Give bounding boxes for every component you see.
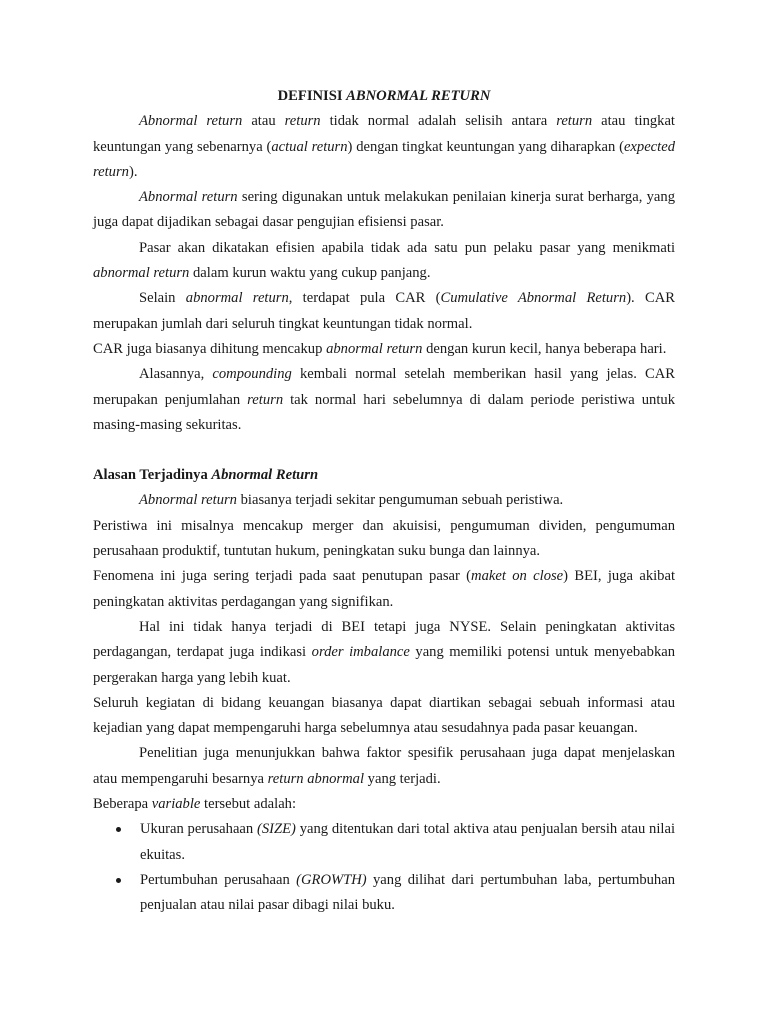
- italic-term: return: [247, 391, 284, 408]
- section-definition-tail: [93, 362, 675, 438]
- text-run: CAR juga biasanya dihitung mencakup: [93, 340, 327, 357]
- variable-list: [93, 817, 675, 918]
- text-run: sering digunakan untuk melakukan penilaian kinerja surat berharga, yang juga dapat dijadikan sebagai dasar pengujian efisiensi pasar.: [93, 189, 676, 231]
- text-run: Seluruh kegiatan di bidang keuangan biasanya dapat diartikan sebagai sebuah informasi atau kejadian yang dapat mempengaruhi harga sebelumnya atau sesudahnya pada pasar keuangan.: [93, 694, 675, 737]
- text-run: Fenomena ini juga sering terjadi pada saat penutupan pasar (: [93, 568, 472, 585]
- italic-term: order imbalance: [311, 644, 410, 661]
- text-run: Ukuran perusahaan: [140, 821, 257, 838]
- text-run: yang terjadi.: [364, 770, 441, 787]
- italic-term: (SIZE): [256, 821, 296, 838]
- text-run: Penelitian juga menunjukkan bahwa faktor spesifik perusahaan juga dapat menjelaskan atau mempengaruhi besarnya: [93, 745, 675, 787]
- italic-term: abnormal return: [185, 290, 289, 307]
- italic-term: Cumulative Abnormal Return: [440, 290, 627, 307]
- paragraph: [93, 514, 675, 565]
- italic-term: compounding: [212, 366, 292, 383]
- bullet-icon: [116, 827, 121, 832]
- bullet-icon: [116, 878, 121, 883]
- paragraph: [93, 488, 675, 513]
- text-run: Hal ini tidak hanya terjadi di BEI tetapi juga NYSE. Selain peningkatan aktivitas perdagangan, terdapat juga indikasi: [93, 618, 675, 661]
- text-run: dengan kurun kecil, hanya beberapa hari.: [422, 340, 667, 357]
- italic-term: Abnormal return: [139, 189, 238, 206]
- italic-term: variable: [151, 796, 201, 813]
- paragraph: [93, 792, 675, 817]
- text-run: , terdapat pula CAR (: [288, 290, 441, 307]
- paragraph: [93, 691, 675, 742]
- document-body: [93, 84, 675, 919]
- text-run: tersebut adalah:: [200, 796, 297, 813]
- italic-term: (GROWTH): [296, 871, 367, 888]
- text-run: ) BEI, juga akibat peningkatan aktivitas perdagangan yang signifikan.: [93, 568, 676, 610]
- text-run: Pertumbuhan perusahaan: [140, 871, 297, 888]
- text-run: yang ditentukan dari total aktiva atau penjualan bersih atau nilai ekuitas.: [140, 821, 675, 863]
- italic-term: abnormal return: [93, 265, 190, 282]
- text-run: Pasar akan dikatakan efisien apabila tidak ada satu pun pelaku pasar yang menikmati: [139, 239, 675, 256]
- paragraph: [93, 741, 675, 792]
- text-run: Beberapa: [93, 796, 152, 813]
- paragraph: [93, 185, 675, 236]
- paragraph: [93, 286, 675, 337]
- italic-term: actual return: [271, 138, 348, 155]
- text-run: Selain: [139, 290, 186, 307]
- text-run: tidak normal adalah selisih antara: [320, 113, 557, 130]
- text-run: atau tingkat keuntungan yang sebenarnya (: [93, 113, 675, 155]
- paragraph: [93, 109, 675, 185]
- text-run: yang dilihat dari pertumbuhan laba, pertumbuhan penjualan atau nilai pasar dibagi nilai buku.: [140, 871, 675, 914]
- italic-term: maket on close: [471, 568, 564, 585]
- text-run: Alasannya,: [139, 366, 213, 383]
- section-reasons: [93, 488, 675, 817]
- paragraph: [93, 615, 675, 691]
- italic-term: return abnormal: [267, 770, 365, 787]
- section-heading: [93, 463, 675, 488]
- paragraph: [93, 236, 675, 287]
- text-run: kembali normal setelah memberikan hasil yang jelas. CAR merupakan penjumlahan: [93, 366, 675, 408]
- paragraph: [93, 564, 675, 615]
- text-run: tak normal hari sebelumnya di dalam periode peristiwa untuk masing-masing sekuritas.: [93, 391, 675, 433]
- italic-term: expected return: [93, 138, 675, 180]
- text-run: ).: [128, 163, 138, 180]
- text-run: ). CAR merupakan jumlah dari seluruh tingkat keuntungan tidak normal.: [93, 290, 675, 332]
- section-definition-continued: [93, 337, 675, 362]
- section-definition: [93, 109, 675, 337]
- paragraph: [93, 362, 675, 438]
- text-run: atau: [242, 113, 285, 130]
- italic-term: Abnormal return: [139, 492, 237, 509]
- title-italic: ABNORMAL RETURN: [346, 88, 491, 104]
- heading-italic: Abnormal Return: [211, 467, 319, 484]
- italic-term: return: [556, 113, 593, 130]
- heading-plain: Alasan Terjadinya: [93, 467, 212, 484]
- italic-term: return: [284, 113, 321, 130]
- text-run: biasanya terjadi sekitar pengumuman sebuah peristiwa.: [236, 492, 564, 509]
- list-item: [93, 868, 675, 919]
- text-run: yang memiliki potensi untuk menyebabkan pergerakan harga yang lebih kuat.: [93, 644, 676, 686]
- title-plain: DEFINISI: [277, 88, 347, 104]
- paragraph: [93, 337, 675, 362]
- italic-term: abnormal return: [326, 340, 423, 357]
- page-title: [93, 84, 675, 109]
- italic-term: Abnormal return: [139, 113, 243, 130]
- text-run: ) dengan tingkat keuntungan yang diharapkan (: [347, 138, 624, 155]
- text-run: dalam kurun waktu yang cukup panjang.: [189, 265, 431, 282]
- list-item: [93, 817, 675, 868]
- text-run: Peristiwa ini misalnya mencakup merger dan akuisisi, pengumuman dividen, pengumuman perusahaan produktif, tuntutan hukum, peningkatan suku bunga dan lainnya.: [93, 517, 675, 560]
